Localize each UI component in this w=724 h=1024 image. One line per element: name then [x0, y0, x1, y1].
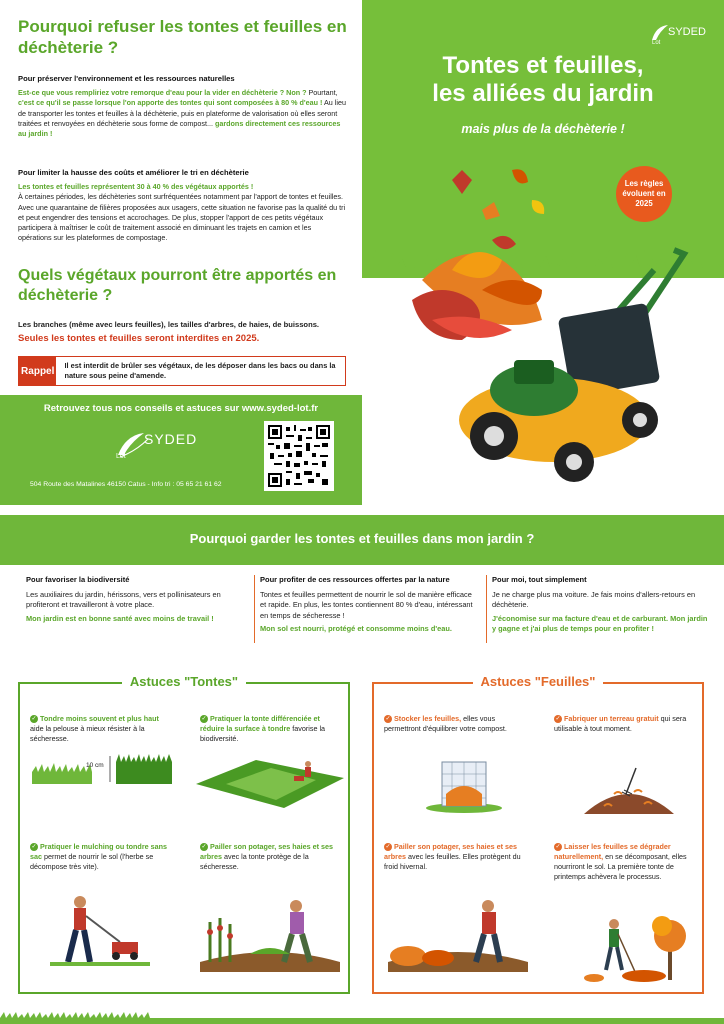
tip-differentiated	[200, 714, 344, 744]
section-environment-question: Est-ce que vous rempliriez votre remorque d'eau pour la vider en déchèterie ? Non ?	[18, 88, 307, 98]
tip-highlight: Pailler son potager, ses haies et ses arbres	[200, 842, 334, 861]
col-resources	[260, 575, 478, 635]
height-label: 10 cm	[86, 762, 104, 769]
tip-let-decompose	[554, 842, 694, 882]
allowed-text: Les branches (même avec leurs feuilles), les tailles d'arbres, de haies, de buissons.	[18, 320, 320, 329]
cover-title-line1: Tontes et feuilles,	[442, 52, 644, 79]
check-icon: ✓	[385, 844, 391, 851]
tips-feuilles-box	[372, 674, 704, 994]
lawn-mower-illustration	[454, 240, 694, 490]
col-biodiversity-body: Les auxiliaires du jardin, hérissons, vers et pollinisateurs en profiteront et travailleront à votre place.	[26, 589, 221, 610]
left-panel	[0, 0, 362, 505]
left-title2: Quels végétaux pourront être apportés en déchèterie ?	[18, 267, 337, 304]
mulching-person-illustration	[50, 892, 150, 972]
section-costs	[18, 168, 346, 243]
mulching-garden-illustration	[200, 892, 340, 972]
col-simply-title: Pour moi, tout simplement	[492, 575, 587, 584]
leaf-raking-illustration	[584, 904, 694, 984]
bottom-grass-border	[0, 1012, 724, 1024]
tip-store-leaves	[384, 714, 528, 734]
tip-text: aide la pelouse à mieux résister à la sécheresse.	[30, 724, 145, 743]
rappel-label: Rappel	[19, 357, 56, 385]
cover-subtitle: mais plus de la déchèterie !	[461, 122, 625, 136]
check-icon: ✓	[201, 844, 207, 851]
footer-website[interactable]: Retrouvez tous nos conseils et astuces sur www.syded-lot.fr	[43, 403, 319, 414]
check-icon: ✓	[555, 844, 561, 851]
left-title: Pourquoi refuser les tontes et feuilles en déchèterie ?	[18, 17, 347, 57]
check-icon: ✓	[201, 716, 207, 723]
rules-badge: Les règles évoluent en 2025	[616, 166, 672, 222]
cover-title	[362, 52, 724, 108]
col-resources-conclusion: Mon sol est nourri, protégé et consomme moins d'eau.	[260, 624, 452, 634]
col-resources-title: Pour profiter de ces ressources offertes par la nature	[260, 575, 450, 584]
tip-mulching	[30, 842, 174, 872]
rappel-box	[18, 356, 346, 386]
section-costs-highlight: Les tontes et feuilles représentent 30 à 40 % des végétaux apportés !	[18, 182, 254, 192]
check-icon: ✓	[31, 844, 37, 851]
leaf-storage-illustration	[424, 754, 504, 814]
check-icon: ✓	[31, 716, 37, 723]
section-environment-highlight1: c'est ce qu'il se passe lorsque l'on apporte des tontes qui sont composées à 80 % d'eau !	[18, 98, 323, 108]
tip-highlight: Tondre moins souvent et plus haut	[40, 714, 159, 723]
tips-tontes-box	[18, 674, 350, 994]
tip-text: avec les feuilles. Elles protègent du froid hivernal.	[384, 852, 521, 871]
left-footer	[0, 395, 362, 505]
rappel-text: Il est interdit de brûler ses végétaux, de les déposer dans les bacs ou dans la nature sous peine d'amende.	[64, 361, 336, 380]
tip-highlight: Pratiquer le mulching ou tondre sans sac	[30, 842, 167, 861]
col-simply-conclusion: J'économise sur ma facture d'eau et de carburant. Mon jardin y gagne et j'ai plus de temps pour en profiter !	[492, 613, 708, 634]
banner-title: Pourquoi garder les tontes et feuilles dans mon jardin ?	[189, 531, 535, 546]
grass-height-illustration	[32, 754, 174, 784]
column-divider	[486, 575, 487, 643]
tip-highlight: Fabriquer un terreau gratuit	[564, 714, 659, 723]
check-icon: ✓	[555, 716, 561, 723]
cover-panel	[362, 0, 724, 505]
section-environment	[18, 74, 346, 139]
qr-code-icon[interactable]	[264, 421, 334, 491]
differentiated-lawn-illustration	[196, 754, 344, 814]
section-environment-title: Pour préserver l'environnement et les ressources naturelles	[18, 74, 235, 83]
tip-text: elles vous permettront d'équilibrer votre compost.	[384, 714, 507, 733]
tip-text: favorise la biodiversité.	[200, 724, 326, 743]
col-biodiversity	[26, 575, 244, 624]
section-costs-body: À certaines périodes, les déchèteries sont surfréquentées notamment par l'apport de tontes et feuilles. Avec une quarantaine de filières proposées aux usagers, cette situation ne favorise pas la qualité du tri et peut engendrer des tensions et accrochages. De plus, stopper l'apport de ces petits végétaux participera à maîtriser le coût de traitement associé en diminuant les trajets en camion et les opérations sur les plateformes de compostage.	[18, 192, 346, 243]
cover-logo-text: SYDED	[668, 26, 706, 38]
tip-text: avec la tonte protège de la sécheresse.	[200, 852, 309, 871]
keep-banner	[0, 515, 724, 565]
col-resources-body: Tontes et feuilles permettent de nourrir le sol de manière efficace et rapide. En plus, les tontes contiennent 80 % d'eau, intéressant en temps de sécheresse !	[260, 589, 473, 620]
leaf-mulching-illustration	[388, 892, 528, 972]
footer-address: 504 Route des Matalines 46150 Catus - Info tri : 05 65 21 61 62	[30, 481, 222, 488]
check-icon: ✓	[385, 716, 391, 723]
tip-highlight: Stocker les feuilles,	[394, 714, 462, 723]
section-costs-title: Pour limiter la hausse des coûts et améliorer le tri en déchèterie	[18, 168, 249, 177]
footer-logo-text: SYDED	[144, 431, 198, 447]
cover-syded-logo	[650, 22, 710, 48]
tips-feuilles-title: Astuces "Feuilles"	[473, 674, 604, 689]
forbidden-text: Seules les tontes et feuilles seront interdites en 2025.	[18, 333, 260, 344]
tips-tontes-title: Astuces "Tontes"	[122, 674, 246, 689]
col-biodiversity-title: Pour favoriser la biodiversité	[26, 575, 130, 584]
tip-text: permet de nourrir le sol (l'herbe se décompose très vite).	[30, 852, 154, 871]
tip-mulch-leaves	[384, 842, 528, 872]
tip-highlight: Pratiquer la tonte différenciée et réduire la surface à tondre	[200, 714, 320, 733]
tip-highlight: Laisser les feuilles se dégrader naturellement,	[554, 842, 671, 861]
tip-text: qui sera utilisable à tout moment.	[554, 714, 687, 733]
tip-mow-less	[30, 714, 174, 744]
footer-logo-sub: Lot	[116, 453, 126, 460]
cover-title-line2: les alliées du jardin	[432, 80, 654, 107]
section-environment-text1: Pourtant,	[308, 88, 338, 98]
col-biodiversity-conclusion: Mon jardin est en bonne santé avec moins de travail !	[26, 613, 214, 623]
syded-logo	[110, 425, 200, 465]
section-environment-highlight2: gardons directement ces ressources au jardin !	[18, 118, 341, 139]
tip-free-compost	[554, 714, 698, 734]
compost-pile-illustration	[584, 764, 674, 814]
column-divider	[254, 575, 255, 643]
tip-highlight: Pailler son potager, ses haies et ses arbres	[384, 842, 518, 861]
tip-text: en se décomposant, elles nourriront le sol. La première tonte de printemps achèvera le processus.	[554, 852, 687, 881]
section-environment-text2: Au lieu de transporter les tontes et feuilles à la déchèterie, puis en plateforme de valorisation où elles seront traitées et renvoyées en déchèterie sous forme de compost...	[18, 98, 346, 128]
cover-logo-sub: Lot	[652, 40, 661, 46]
tip-mulch-garden	[200, 842, 344, 872]
col-simply	[492, 575, 708, 635]
col-simply-body: Je ne charge plus ma voiture. Je fais moins d'allers-retours en déchèterie.	[492, 589, 696, 610]
